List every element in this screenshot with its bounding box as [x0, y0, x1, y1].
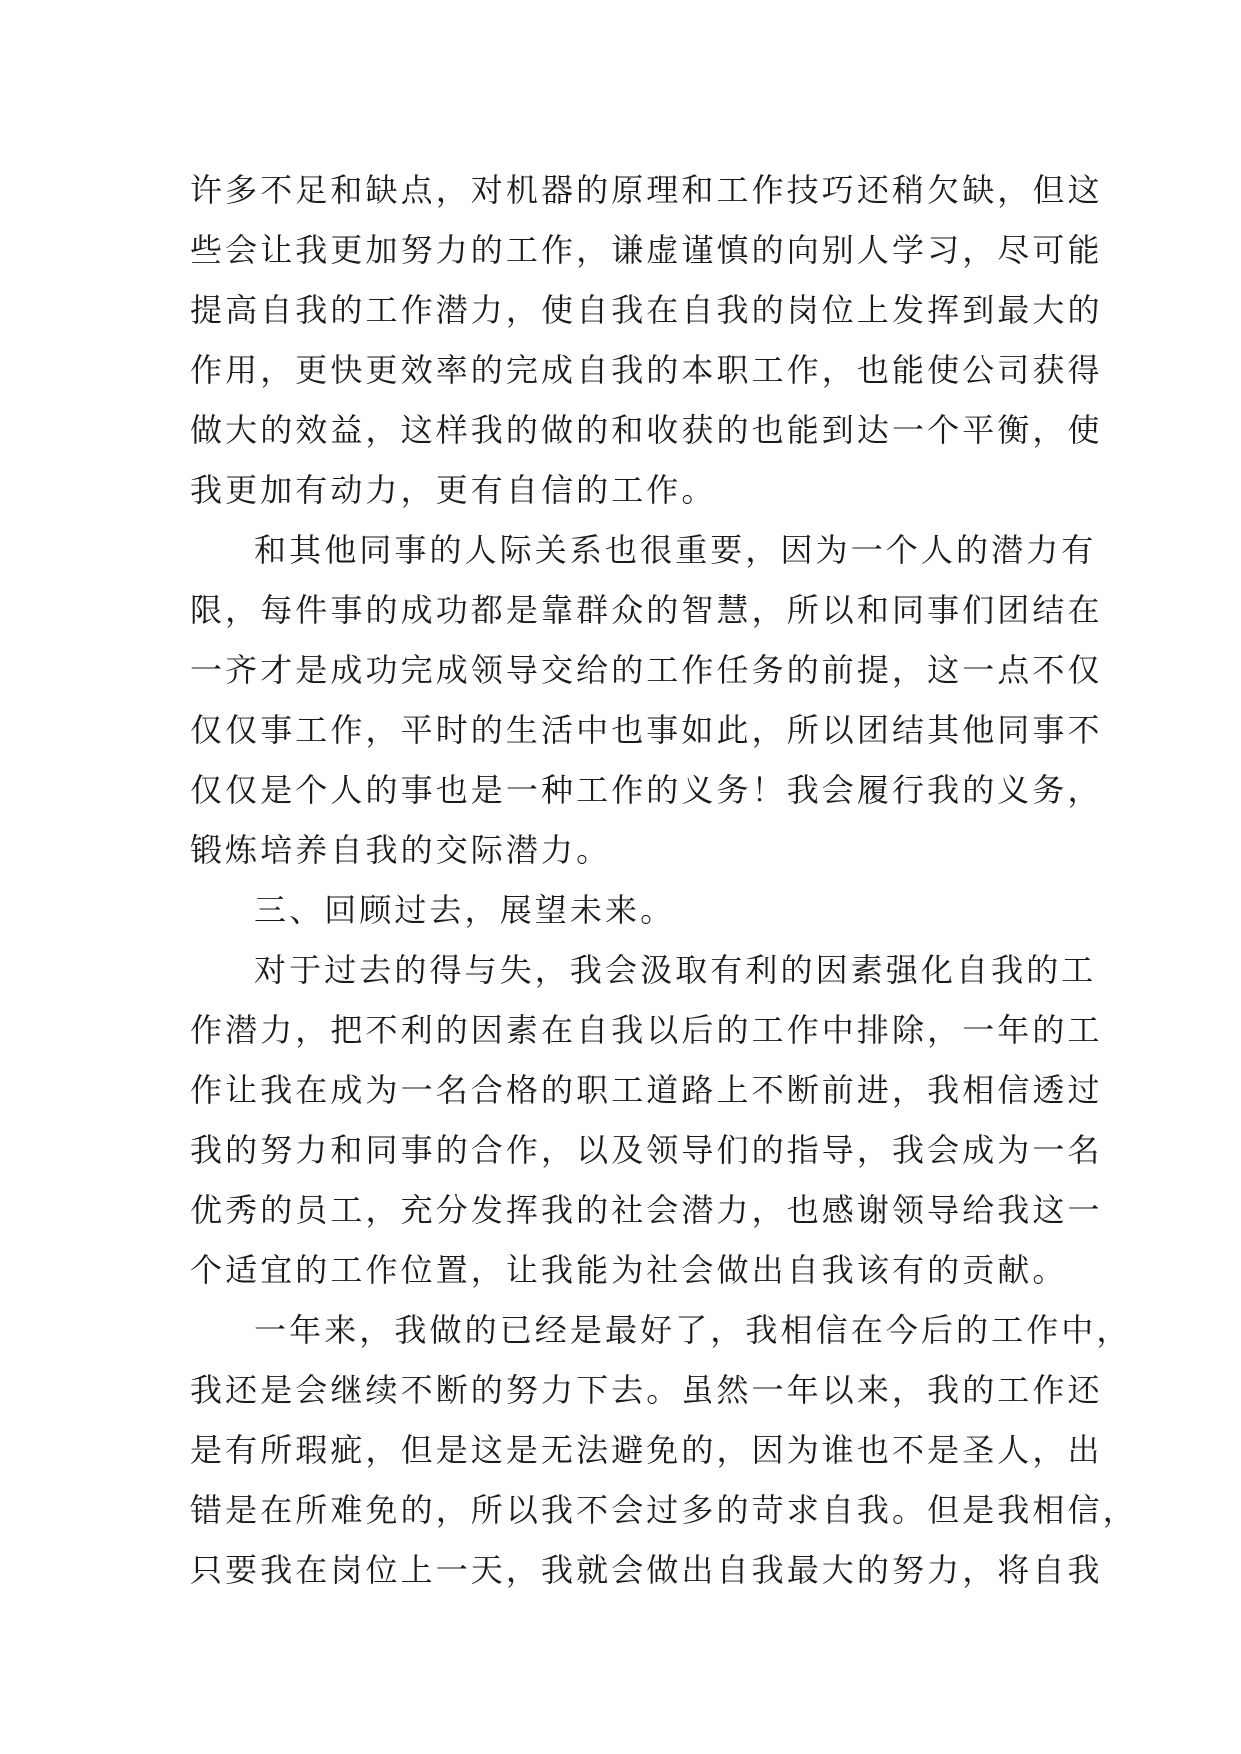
- text-line: 限，每件事的成功都是靠群众的智慧，所以和同事们团结在: [190, 591, 1103, 629]
- text-line: 是有所瑕疵，但是这是无法避免的，因为谁也不是圣人，出: [190, 1431, 1103, 1469]
- text-line: 提高自我的工作潜力，使自我在自我的岗位上发挥到最大的: [190, 291, 1103, 329]
- text-line: 作让我在成为一名合格的职工道路上不断前进，我相信透过: [190, 1071, 1103, 1109]
- text-line: 我的努力和同事的合作，以及领导们的指导，我会成为一名: [190, 1131, 1103, 1169]
- text-line: 一齐才是成功完成领导交给的工作任务的前提，这一点不仅: [190, 651, 1103, 689]
- document-body: [190, 160, 1138, 1600]
- text-line: 锻炼培养自我的交际潜力。: [190, 831, 612, 869]
- paragraph-first-line: 一年来，我做的已经是最好了，我相信在今后的工作中，: [254, 1311, 1132, 1349]
- paragraph-first-line: 对于过去的得与失，我会汲取有利的因素强化自我的工: [254, 951, 1097, 989]
- text-line: 些会让我更加努力的工作，谦虚谨慎的向别人学习，尽可能: [190, 231, 1103, 269]
- text-line: 仅仅是个人的事也是一种工作的义务！我会履行我的义务，: [190, 771, 1103, 809]
- text-line: 我还是会继续不断的努力下去。虽然一年以来，我的工作还: [190, 1371, 1103, 1409]
- text-line: 我更加有动力，更有自信的工作。: [190, 471, 717, 509]
- text-line: 优秀的员工，充分发挥我的社会潜力，也感谢领导给我这一: [190, 1191, 1103, 1229]
- text-line: 错是在所难免的，所以我不会过多的苛求自我。但是我相信，: [190, 1491, 1138, 1529]
- text-line: 仅仅事工作，平时的生活中也事如此，所以团结其他同事不: [190, 711, 1103, 749]
- text-line: 做大的效益，这样我的做的和收获的也能到达一个平衡，使: [190, 411, 1103, 449]
- section-heading: 三、回顾过去，展望未来。: [254, 891, 676, 929]
- text-line: 个适宜的工作位置，让我能为社会做出自我该有的贡献。: [190, 1251, 1068, 1289]
- text-line: 只要我在岗位上一天，我就会做出自我最大的努力，将自我: [190, 1551, 1103, 1589]
- text-line: 作潜力，把不利的因素在自我以后的工作中排除，一年的工: [190, 1011, 1103, 1049]
- text-line: 许多不足和缺点，对机器的原理和工作技巧还稍欠缺，但这: [190, 171, 1103, 209]
- text-line: 作用，更快更效率的完成自我的本职工作，也能使公司获得: [190, 351, 1103, 389]
- paragraph-first-line: 和其他同事的人际关系也很重要，因为一个人的潜力有: [254, 531, 1097, 569]
